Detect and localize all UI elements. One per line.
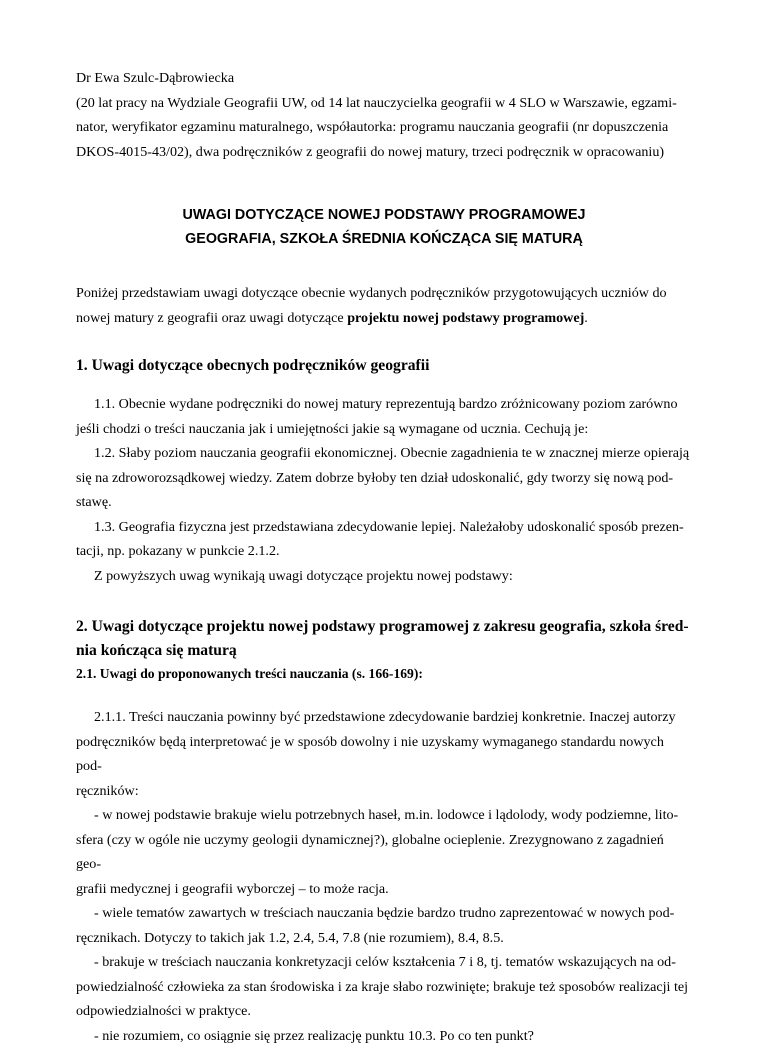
author-bio-line: nator, weryfikator egzaminu maturalnego, współautorka: programu nauczania geografii (nr dopuszczenia xyxy=(76,115,692,140)
paragraph-line: 1.3. Geografia fizyczna jest przedstawiana zdecydowanie lepiej. Należałoby udoskonalić sposób prezen- xyxy=(76,515,692,540)
section-2-heading xyxy=(76,615,692,663)
author-bio-line: DKOS-4015-43/02), dwa podręczników z geografii do nowej matury, trzeci podręcznik w opracowaniu) xyxy=(76,140,692,165)
author-bio-line: (20 lat pracy na Wydziale Geografii UW, od 14 lat nauczycielka geografii w 4 SLO w Warszawie, egzami- xyxy=(76,91,692,116)
paragraph-line: 2.1.1. Treści nauczania powinny być przedstawione zdecydowanie bardziej konkretnie. Inaczej autorzy xyxy=(76,705,692,730)
section-1-heading: 1. Uwagi dotyczące obecnych podręczników geografii xyxy=(76,354,692,378)
paragraph-line: się na zdroworozsądkowej wiedzy. Zatem dobrze byłoby ten dział udoskonalić, gdy tworzy się nową pod- xyxy=(76,466,692,491)
section-2-heading-line: 2. Uwagi dotyczące projektu nowej podstawy programowej z zakresu geografia, szkoła śred- xyxy=(76,615,692,639)
paragraph-line: jeśli chodzi o treści nauczania jak i umiejętności jakie są wymagane od ucznia. Cechują je: xyxy=(76,417,692,442)
bullet-line: odpowiedzialności w praktyce. xyxy=(76,999,692,1024)
paragraph-line: tacji, np. pokazany w punkcie 2.1.2. xyxy=(76,539,692,564)
paragraph-line: ręczników: xyxy=(76,779,692,804)
document-title xyxy=(76,203,692,251)
bullet-line: - brakuje w treściach nauczania konkretyzacji celów kształcenia 7 i 8, tj. tematów wskazujących na od- xyxy=(76,950,692,975)
section-1-body xyxy=(76,392,692,588)
intro-bold-text: projektu nowej podstawy programowej xyxy=(347,310,584,326)
bullet-line: - wiele tematów zawartych w treściach nauczania będzie bardzo trudno zaprezentować w nowych pod- xyxy=(76,901,692,926)
paragraph-line: podręczników będą interpretować je w sposób dowolny i nie uzyskamy wymaganego standardu nowych pod- xyxy=(76,730,692,779)
intro-paragraph xyxy=(76,281,692,330)
intro-line xyxy=(76,306,692,331)
intro-line: Poniżej przedstawiam uwagi dotyczące obecnie wydanych podręczników przygotowujących uczniów do xyxy=(76,281,692,306)
bullet-line: - nie rozumiem, co osiągnie się przez realizację punktu 10.3. Po co ten punkt? xyxy=(76,1024,692,1048)
paragraph-line: stawę. xyxy=(76,490,692,515)
section-2-heading-line: nia kończąca się maturą xyxy=(76,639,692,663)
title-line-2: GEOGRAFIA, SZKOŁA ŚREDNIA KOŃCZĄCA SIĘ MATURĄ xyxy=(76,227,692,251)
bullet-line: powiedzialność człowieka za stan środowiska i za kraje słabo rozwinięte; brakuje też sposobów realizacji tej xyxy=(76,975,692,1000)
author-block xyxy=(76,66,692,164)
subsection-2-1-heading: 2.1. Uwagi do proponowanych treści nauczania (s. 166-169): xyxy=(76,663,692,685)
paragraph-line: Z powyższych uwag wynikają uwagi dotyczące projektu nowej podstawy: xyxy=(76,564,692,589)
paragraph-line: 1.2. Słaby poziom nauczania geografii ekonomicznej. Obecnie zagadnienia te w znacznej mierze opierają xyxy=(76,441,692,466)
bullet-line: sfera (czy w ogóle nie uczymy geologii dynamicznej?), globalne ocieplenie. Zrezygnowano z zagadnień geo- xyxy=(76,828,692,877)
intro-text: nowej matury z geografii oraz uwagi dotyczące xyxy=(76,310,347,326)
bullet-line: ręcznikach. Dotyczy to takich jak 1.2, 2.4, 5.4, 7.8 (nie rozumiem), 8.4, 8.5. xyxy=(76,926,692,951)
author-name: Dr Ewa Szulc-Dąbrowiecka xyxy=(76,66,692,91)
bullet-line: grafii medycznej i geografii wyborczej – to może racja. xyxy=(76,877,692,902)
section-2-body xyxy=(76,705,692,1048)
paragraph-line: 1.1. Obecnie wydane podręczniki do nowej matury reprezentują bardzo zróżnicowany poziom zarówno xyxy=(76,392,692,417)
bullet-line: - w nowej podstawie brakuje wielu potrzebnych haseł, m.in. lodowce i lądolody, wody podziemne, lito- xyxy=(76,803,692,828)
title-line-1: UWAGI DOTYCZĄCE NOWEJ PODSTAWY PROGRAMOWEJ xyxy=(76,203,692,227)
intro-text: . xyxy=(584,310,588,326)
